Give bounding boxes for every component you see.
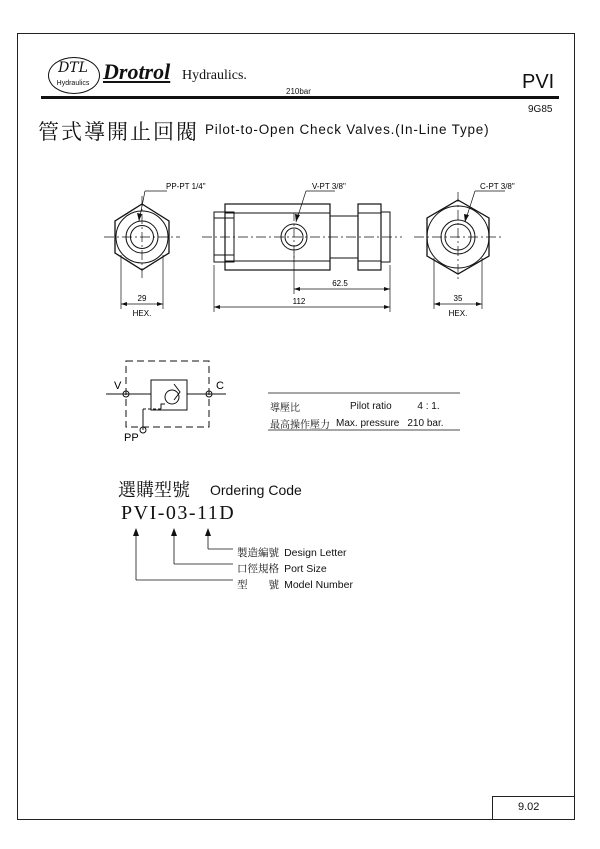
ordering-title-cn: 選購型號: [118, 480, 190, 501]
spec-cn: 最高操作壓力: [270, 420, 330, 431]
left-port-label: PP-PT 1/4": [166, 182, 206, 191]
dim-left: 29: [137, 294, 147, 303]
spec-cn: 導壓比: [270, 403, 300, 414]
title-english: Pilot-to-Open Check Valves.(In-Line Type): [205, 122, 490, 137]
right-port-label: C-PT 3/8": [480, 182, 515, 191]
legend-en: Port Size: [284, 563, 327, 575]
spec-en: Pilot ratio: [350, 401, 392, 412]
legend-cn: 口徑規格: [237, 563, 279, 575]
legend-cn: 製造編號: [237, 547, 279, 559]
legend-en: Model Number: [284, 579, 353, 591]
dim-total: 112: [292, 297, 306, 306]
dim-right: 35: [453, 294, 463, 303]
spec-value: 4 : 1.: [417, 401, 440, 412]
ordering-code: PVI-03-11D: [121, 502, 236, 524]
header-pressure: 210bar: [286, 87, 311, 96]
page-number: 9.02: [518, 801, 540, 813]
title-chinese: 管式導開止回閥: [38, 120, 199, 144]
spec-en: Max. pressure: [336, 418, 400, 429]
dim-inner: 62.5: [332, 279, 348, 288]
logo-text: DTL: [58, 60, 88, 76]
port-v-label: V: [114, 380, 122, 392]
dim-left-hex: HEX.: [132, 309, 152, 318]
spec-value: 210 bar.: [407, 418, 444, 429]
ordering-title-en: Ordering Code: [210, 482, 302, 498]
port-pp-label: PP: [124, 432, 139, 444]
port-c-label: C: [216, 380, 224, 392]
legend-cn: 型 號: [237, 579, 279, 591]
dim-right-hex: HEX.: [448, 309, 468, 318]
header-model: PVI: [522, 71, 555, 93]
brand-name: Drotrol: [103, 59, 171, 84]
legend-en: Design Letter: [284, 547, 347, 559]
legend-item: [237, 573, 353, 592]
header-code: 9G85: [528, 104, 553, 115]
brand-suffix: Hydraulics.: [182, 68, 247, 83]
mid-port-label: V-PT 3/8": [312, 182, 346, 191]
logo-subtext: Hydraulics: [56, 80, 90, 87]
